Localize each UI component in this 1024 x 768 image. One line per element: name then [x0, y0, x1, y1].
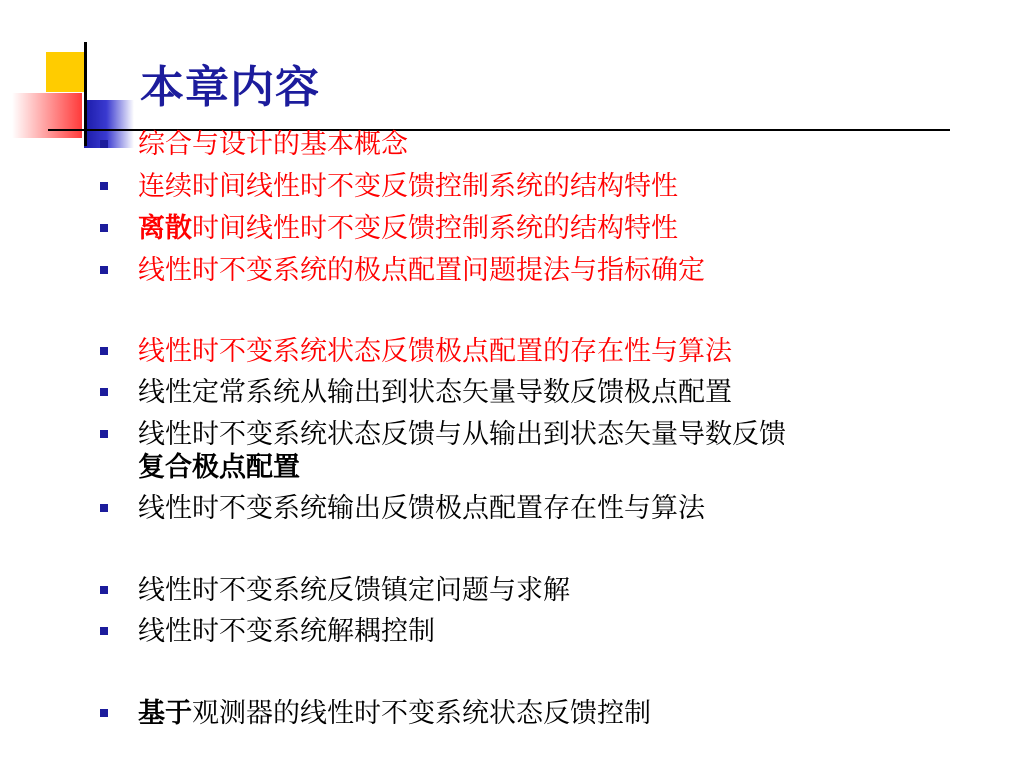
item-text: 连续时间线性时不变反馈控制系统的结构特性 [138, 171, 678, 202]
item-text-bold: 离散 [138, 213, 192, 244]
item-text [138, 418, 978, 484]
item-text-rest: 时间线性时不变反馈控制系统的结构特性 [192, 213, 678, 244]
bullet-icon [100, 388, 108, 396]
item-text-bold: 基于 [138, 698, 192, 729]
bullet-icon [100, 224, 108, 232]
bullet-icon [100, 430, 108, 438]
decor-red-square [12, 93, 82, 138]
item-text [138, 697, 978, 730]
bullet-icon [100, 627, 108, 635]
item-text-line2: 复合极点配置 [138, 452, 300, 483]
item-text: 线性定常系统从输出到状态矢量导数反馈极点配置 [138, 377, 732, 408]
item-text: 线性时不变系统状态反馈极点配置的存在性与算法 [138, 336, 732, 367]
bullet-icon [100, 504, 108, 512]
bullet-icon [100, 182, 108, 190]
bullet-icon [100, 140, 108, 148]
item-text: 综合与设计的基本概念 [138, 129, 408, 160]
item-text-line1: 线性时不变系统状态反馈与从输出到状态矢量导数反馈 [138, 419, 786, 450]
item-text: 线性时不变系统输出反馈极点配置存在性与算法 [138, 493, 705, 524]
bullet-icon [100, 586, 108, 594]
bullet-icon [100, 709, 108, 717]
item-text: 线性时不变系统的极点配置问题提法与指标确定 [138, 255, 705, 286]
bullet-icon [100, 266, 108, 274]
item-text-rest: 观测器的线性时不变系统状态反馈控制 [192, 698, 651, 729]
decor-blue-square [84, 100, 134, 148]
slide-title: 本章内容 [140, 62, 320, 113]
item-text: 线性时不变系统解耦控制 [138, 616, 435, 647]
decor-yellow-square [46, 52, 86, 92]
item-text [138, 212, 978, 245]
bullet-icon [100, 347, 108, 355]
item-text: 线性时不变系统反馈镇定问题与求解 [138, 575, 570, 606]
